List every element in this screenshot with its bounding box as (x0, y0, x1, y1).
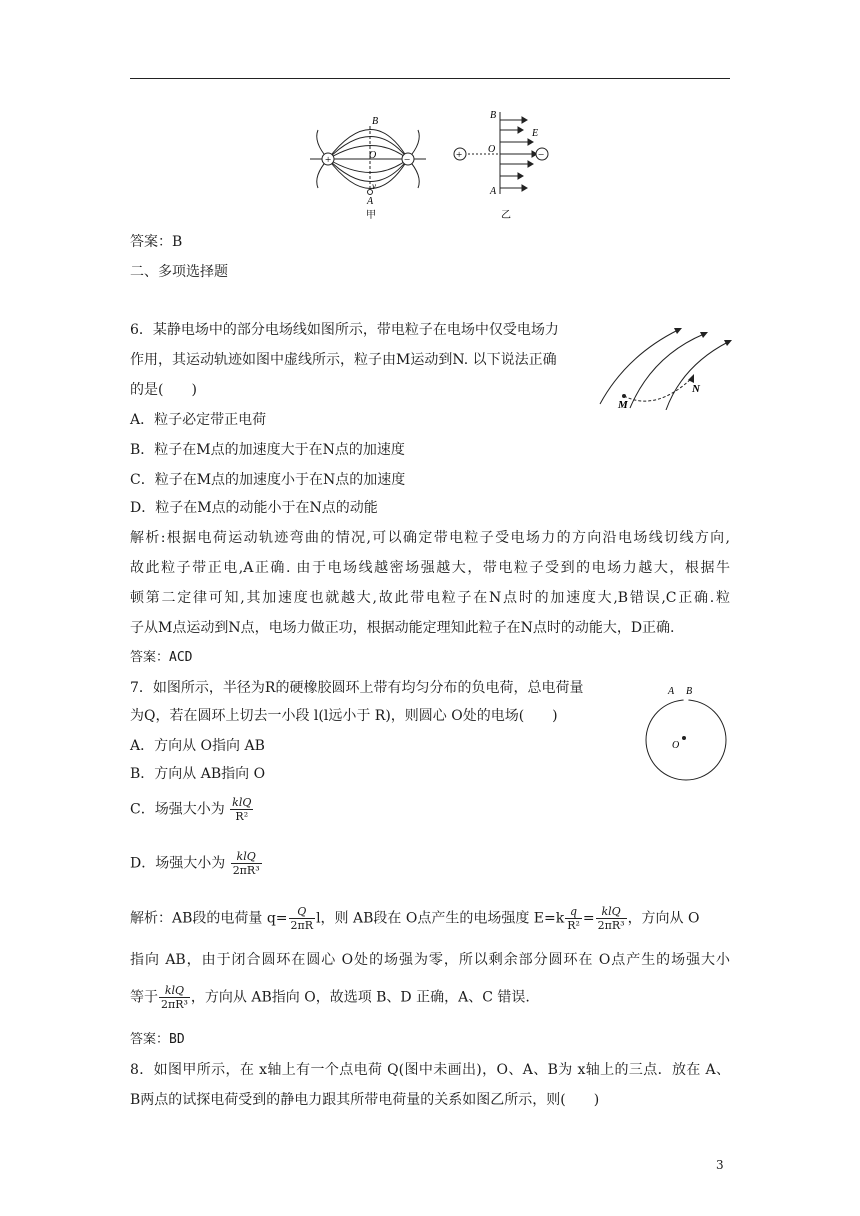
frac-num: Q (289, 905, 316, 919)
plus-sign: + (325, 154, 332, 166)
q6-option-b: B．粒子在M点的加速度大于在N点的加速度 (130, 442, 405, 458)
q6-analysis-1: 解析:根据电荷运动轨迹弯曲的情况,可以确定带电粒子受电场力的方向沿电场线切线方向, (130, 530, 730, 546)
label-b: B (686, 686, 693, 697)
text: = (582, 910, 595, 927)
q7-option-a: A．方向从 O指向 AB (130, 738, 265, 754)
frac-den: 2πR³ (597, 919, 625, 932)
page-number: 3 (716, 1158, 724, 1172)
frac-den: 2πR³ (232, 864, 260, 877)
frac-num: klQ (596, 905, 627, 919)
q7-answer: 答案：BD (130, 1032, 185, 1047)
q6-option-c: C．粒子在M点的加速度小于在N点的加速度 (130, 472, 406, 488)
label-o: O (488, 144, 496, 155)
fraction-klq-r2 (230, 796, 253, 823)
q7-option-c (130, 796, 254, 823)
frac-num: klQ (231, 850, 262, 864)
label-o: O (672, 740, 680, 751)
uniform-field-figure (448, 106, 558, 220)
text: ，方向从 O (627, 910, 700, 927)
caption-yi: 乙 (501, 210, 511, 220)
q7-stem-2: 为Q，若在圆环上切去一小段 l(l远小于 R)，则圆心 O处的电场( ) (130, 708, 558, 724)
q6-stem-1: 6．某静电场中的部分电场线如图所示，带电粒子在电场中仅受电场力 (130, 322, 559, 338)
label-e: E (532, 128, 539, 139)
fraction-klq-2pir3 (231, 850, 262, 877)
q7-option-c-label: C．场强大小为 (130, 801, 225, 818)
q8-stem-2: B两点的试探电荷受到的静电力跟其所带电荷量的关系如图乙所示，则( ) (130, 1092, 600, 1108)
frac-num: q (565, 905, 582, 919)
ring-figure (634, 682, 734, 782)
q6-option-a: A．粒子必定带正电荷 (130, 412, 267, 428)
text: ，方向从 AB指向 O，故选项 B、D 正确，A、C 错误. (190, 989, 530, 1006)
text: 等于 (130, 989, 158, 1006)
plus-sign: + (456, 149, 463, 161)
q7-option-d (130, 850, 263, 877)
minus-sign: − (538, 149, 545, 161)
q7-stem-1: 7．如图所示，半径为R的硬橡胶圆环上带有均匀分布的负电荷，总电荷量 (130, 680, 584, 696)
minus-sign: − (404, 154, 411, 166)
q6-option-d: D．粒子在M点的动能小于在N点的动能 (130, 500, 378, 516)
label-a: A (490, 186, 497, 197)
dipole-field-figure (308, 112, 438, 224)
frac-num: klQ (232, 796, 252, 809)
q7-analysis-2: 指向 AB，由于闭合圆环在圆心 O处的场强为零，所以剩余部分圆环在 O点产生的场强大小 (130, 952, 730, 968)
frac-den: R² (235, 810, 249, 823)
frac-num: klQ (159, 984, 190, 998)
label-a: A (668, 686, 675, 697)
q8-stem-1: 8．如图甲所示，在 x轴上有一个点电荷 Q(图中未画出)，O、A、B为 x轴上的三点．放在 A、 (130, 1062, 730, 1078)
text: l，则 AB段在 O点产生的电场强度 E=k (316, 910, 565, 927)
label-a: A (367, 196, 374, 207)
q6-analysis-2: 故此粒子带正电,A正确. 由于电场线越密场强越大，带电粒子受到的电场力越大，根据牛 (130, 560, 730, 576)
label-m: M (618, 399, 628, 410)
q7-analysis-3 (130, 984, 530, 1011)
caption-jia: 甲 (366, 210, 376, 221)
q7-option-b: B．方向从 AB指向 O (130, 766, 266, 782)
q6-analysis-4: 子从M点运动到N点，电场力做正功，根据动能定理知此粒子在N点时的动能大，D正确. (130, 620, 675, 636)
label-n: N (692, 383, 700, 395)
q7-analysis-1 (130, 905, 700, 932)
label-b: B (490, 110, 497, 121)
header-rule (130, 78, 730, 79)
field-lines-trajectory-figure (596, 326, 736, 410)
q6-stem-3: 的是( ) (130, 382, 197, 398)
label-o: O (369, 150, 377, 161)
label-v: v (372, 181, 376, 191)
q6-analysis-3: 顿第二定律可知,其加速度也就越大,故此带电粒子在N点时的加速度大,B错误,C正确.粒 (130, 590, 730, 606)
label-b: B (372, 116, 379, 127)
q7-option-d-label: D．场强大小为 (130, 855, 226, 872)
text: 解析：AB段的电荷量 q= (130, 910, 288, 927)
frac-den: 2πR³ (161, 998, 188, 1011)
frac-den: R² (567, 919, 580, 932)
section-heading: 二、多项选择题 (130, 264, 228, 280)
q6-answer: 答案：ACD (130, 650, 193, 665)
frac-den: 2πR (290, 919, 314, 932)
q6-stem-2: 作用，其运动轨迹如图中虚线所示，粒子由M运动到N. 以下说法正确 (130, 352, 557, 368)
answer-5: 答案：B (130, 234, 183, 250)
